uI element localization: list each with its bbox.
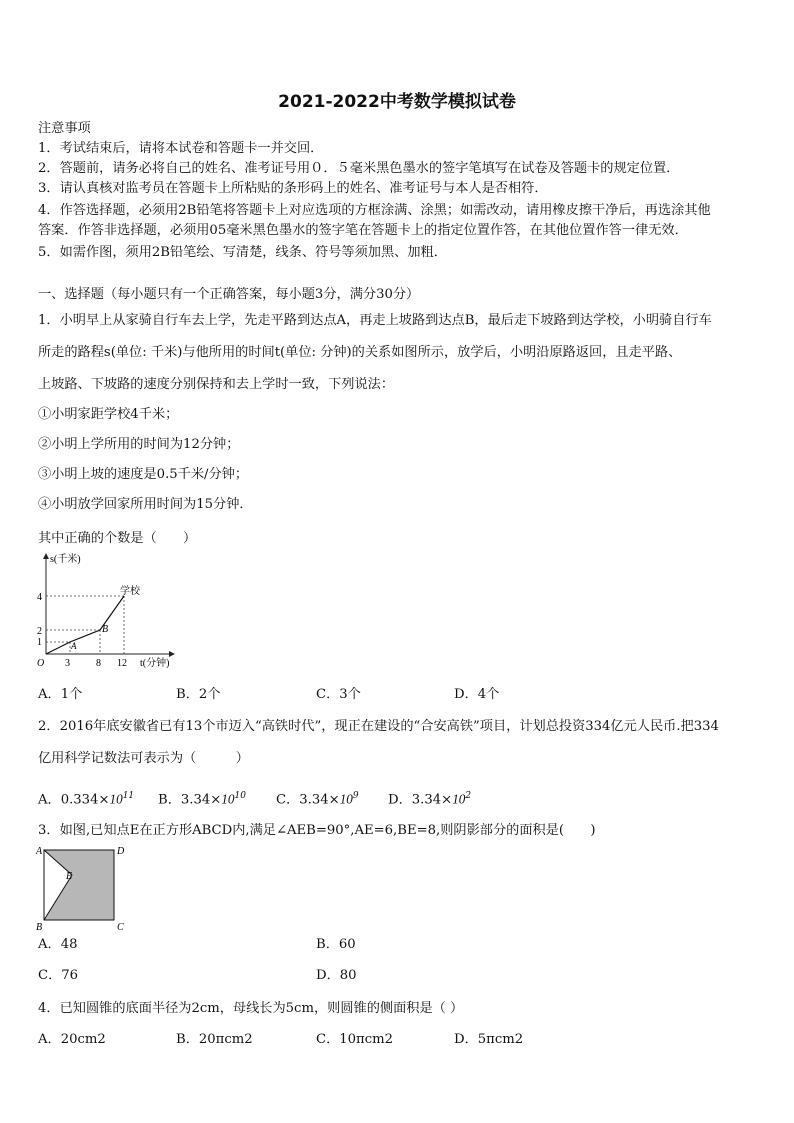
question-1-stem: 所走的路程s(单位: 千米)与他所用的时间t(单位: 分钟)的关系如图所示，放学后，小明沿原路返回，且走平路、 <box>38 345 682 360</box>
q2-option-a-label: A．0.334× <box>38 792 110 808</box>
notice-item: 5．如需作图，须用2B铅笔绘、写清楚，线条、符号等须加黑、加粗． <box>38 245 447 260</box>
statement-1: ①小明家距学校4千米； <box>38 407 179 422</box>
point-b-label: B <box>102 624 109 635</box>
question-2-stem: 亿用科学记数法可表示为（ ） <box>38 751 249 766</box>
vertex-a-label: A <box>36 846 43 857</box>
q2-option-b <box>158 787 246 809</box>
question-1-stem: 1．小明早上从家骑自行车去上学，先走平路到达点A，再走上坡路到达点B，最后走下坡路到达学校，小明骑自行车 <box>38 313 712 328</box>
y-tick-label: 2 <box>37 626 42 637</box>
shaded-region <box>44 850 114 920</box>
q1-option-a: A．1个 <box>38 687 83 702</box>
q2-option-d-base: 10 <box>452 791 466 807</box>
point-a-label: A <box>71 641 77 651</box>
q2-option-a-base: 10 <box>109 791 123 807</box>
q2-option-d <box>388 787 471 809</box>
section-heading: 一、选择题（每小题只有一个正确答案，每小题3分，满分30分） <box>38 287 420 302</box>
notice-item: 3．请认真核对监考员在答题卡上所粘贴的条形码上的姓名、准考证号与本人是否相符． <box>38 181 548 196</box>
q2-option-c <box>276 787 359 809</box>
notice-item: 4．作答选择题，必须用2B铅笔将答题卡上对应选项的方框涂满、涂黑；如需改动，请用橡皮擦干净后，再选涂其他 <box>38 203 711 218</box>
q2-option-c-label: C．3.34× <box>276 792 340 808</box>
origin-label: O <box>37 658 45 669</box>
question-2-stem: 2．2016年底安徽省已有13个市迈入“高铁时代”，现正在建设的“合安高铁”项目，计划总投资334亿元人民币.把334 <box>38 719 719 734</box>
x-tick-label: 8 <box>96 658 101 669</box>
q4-option-c: C．10πcm2 <box>316 1032 394 1047</box>
x-tick-label: 3 <box>65 658 70 669</box>
y-tick-label: 4 <box>37 592 42 603</box>
question-3-stem: 3．如图,已知点E在正方形ABCD内,满足∠AEB=90°,AE=6,BE=8,则阴影部分的面积是( ) <box>38 823 596 838</box>
square-figure <box>34 842 130 932</box>
q2-option-c-base: 10 <box>339 791 353 807</box>
y-axis-label: s(千米) <box>50 554 81 565</box>
school-label: 学校 <box>120 586 140 597</box>
notice-item: 答案．作答非选择题，必须用05毫米黑色墨水的签字笔在答题卡上的指定位置作答，在其他位置作答一律无效． <box>38 223 688 238</box>
q2-option-d-label: D．3.34× <box>388 792 453 808</box>
q1-option-c: C．3个 <box>316 687 361 702</box>
vertex-d-label: D <box>117 846 125 857</box>
q2-option-a <box>38 787 134 809</box>
q2-option-c-exp: 9 <box>352 791 359 801</box>
q3-option-d: D．80 <box>316 968 357 983</box>
x-axis-label: t(分钟) <box>140 658 170 669</box>
vertex-c-label: C <box>117 922 124 932</box>
q2-option-b-base: 10 <box>221 791 235 807</box>
notice-item: 2．答题前，请务必将自己的姓名、准考证号用０．５毫米黑色墨水的签字笔填写在试卷及答题卡的规定位置． <box>38 161 680 176</box>
distance-time-graph <box>34 550 184 672</box>
statement-3: ③小明上坡的速度是0.5千米/分钟； <box>38 467 249 482</box>
vertex-b-label: B <box>36 922 43 932</box>
point-e-label: E <box>66 871 73 882</box>
question-1-ask: 其中正确的个数是（ ） <box>38 531 197 546</box>
notice-item: 1．考试结束后，请将本试卷和答题卡一并交回． <box>38 141 324 156</box>
q2-option-b-label: B．3.34× <box>158 792 222 808</box>
q3-option-c: C．76 <box>38 968 79 983</box>
q4-option-d: D．5πcm2 <box>454 1032 524 1047</box>
y-tick-label: 1 <box>37 637 42 648</box>
distance-curve <box>46 596 124 654</box>
q4-option-b: B．20πcm2 <box>176 1032 253 1047</box>
page-title: 2021-2022中考数学模拟试卷 <box>278 92 516 112</box>
statement-2: ②小明上学所用的时间为12分钟； <box>38 437 240 452</box>
question-4-stem: 4．已知圆锥的底面半径为2cm，母线长为5cm，则圆锥的侧面积是（ ） <box>38 1001 464 1016</box>
notice-heading: 注意事项 <box>38 121 91 136</box>
q1-option-b: B．2个 <box>176 687 221 702</box>
x-tick-label: 12 <box>117 658 127 669</box>
q2-option-a-exp: 11 <box>122 791 135 801</box>
q4-option-a: A．20cm2 <box>38 1032 106 1047</box>
q2-option-d-exp: 2 <box>465 791 472 801</box>
q2-option-b-exp: 10 <box>234 791 246 801</box>
q1-option-d: D．4个 <box>454 687 500 702</box>
q3-option-b: B．60 <box>316 937 356 952</box>
statement-4: ④小明放学回家所用时间为15分钟． <box>38 497 253 512</box>
question-1-stem: 上坡路、下坡路的速度分别保持和去上学时一致，下列说法： <box>38 377 395 392</box>
q3-option-a: A．48 <box>38 937 78 952</box>
